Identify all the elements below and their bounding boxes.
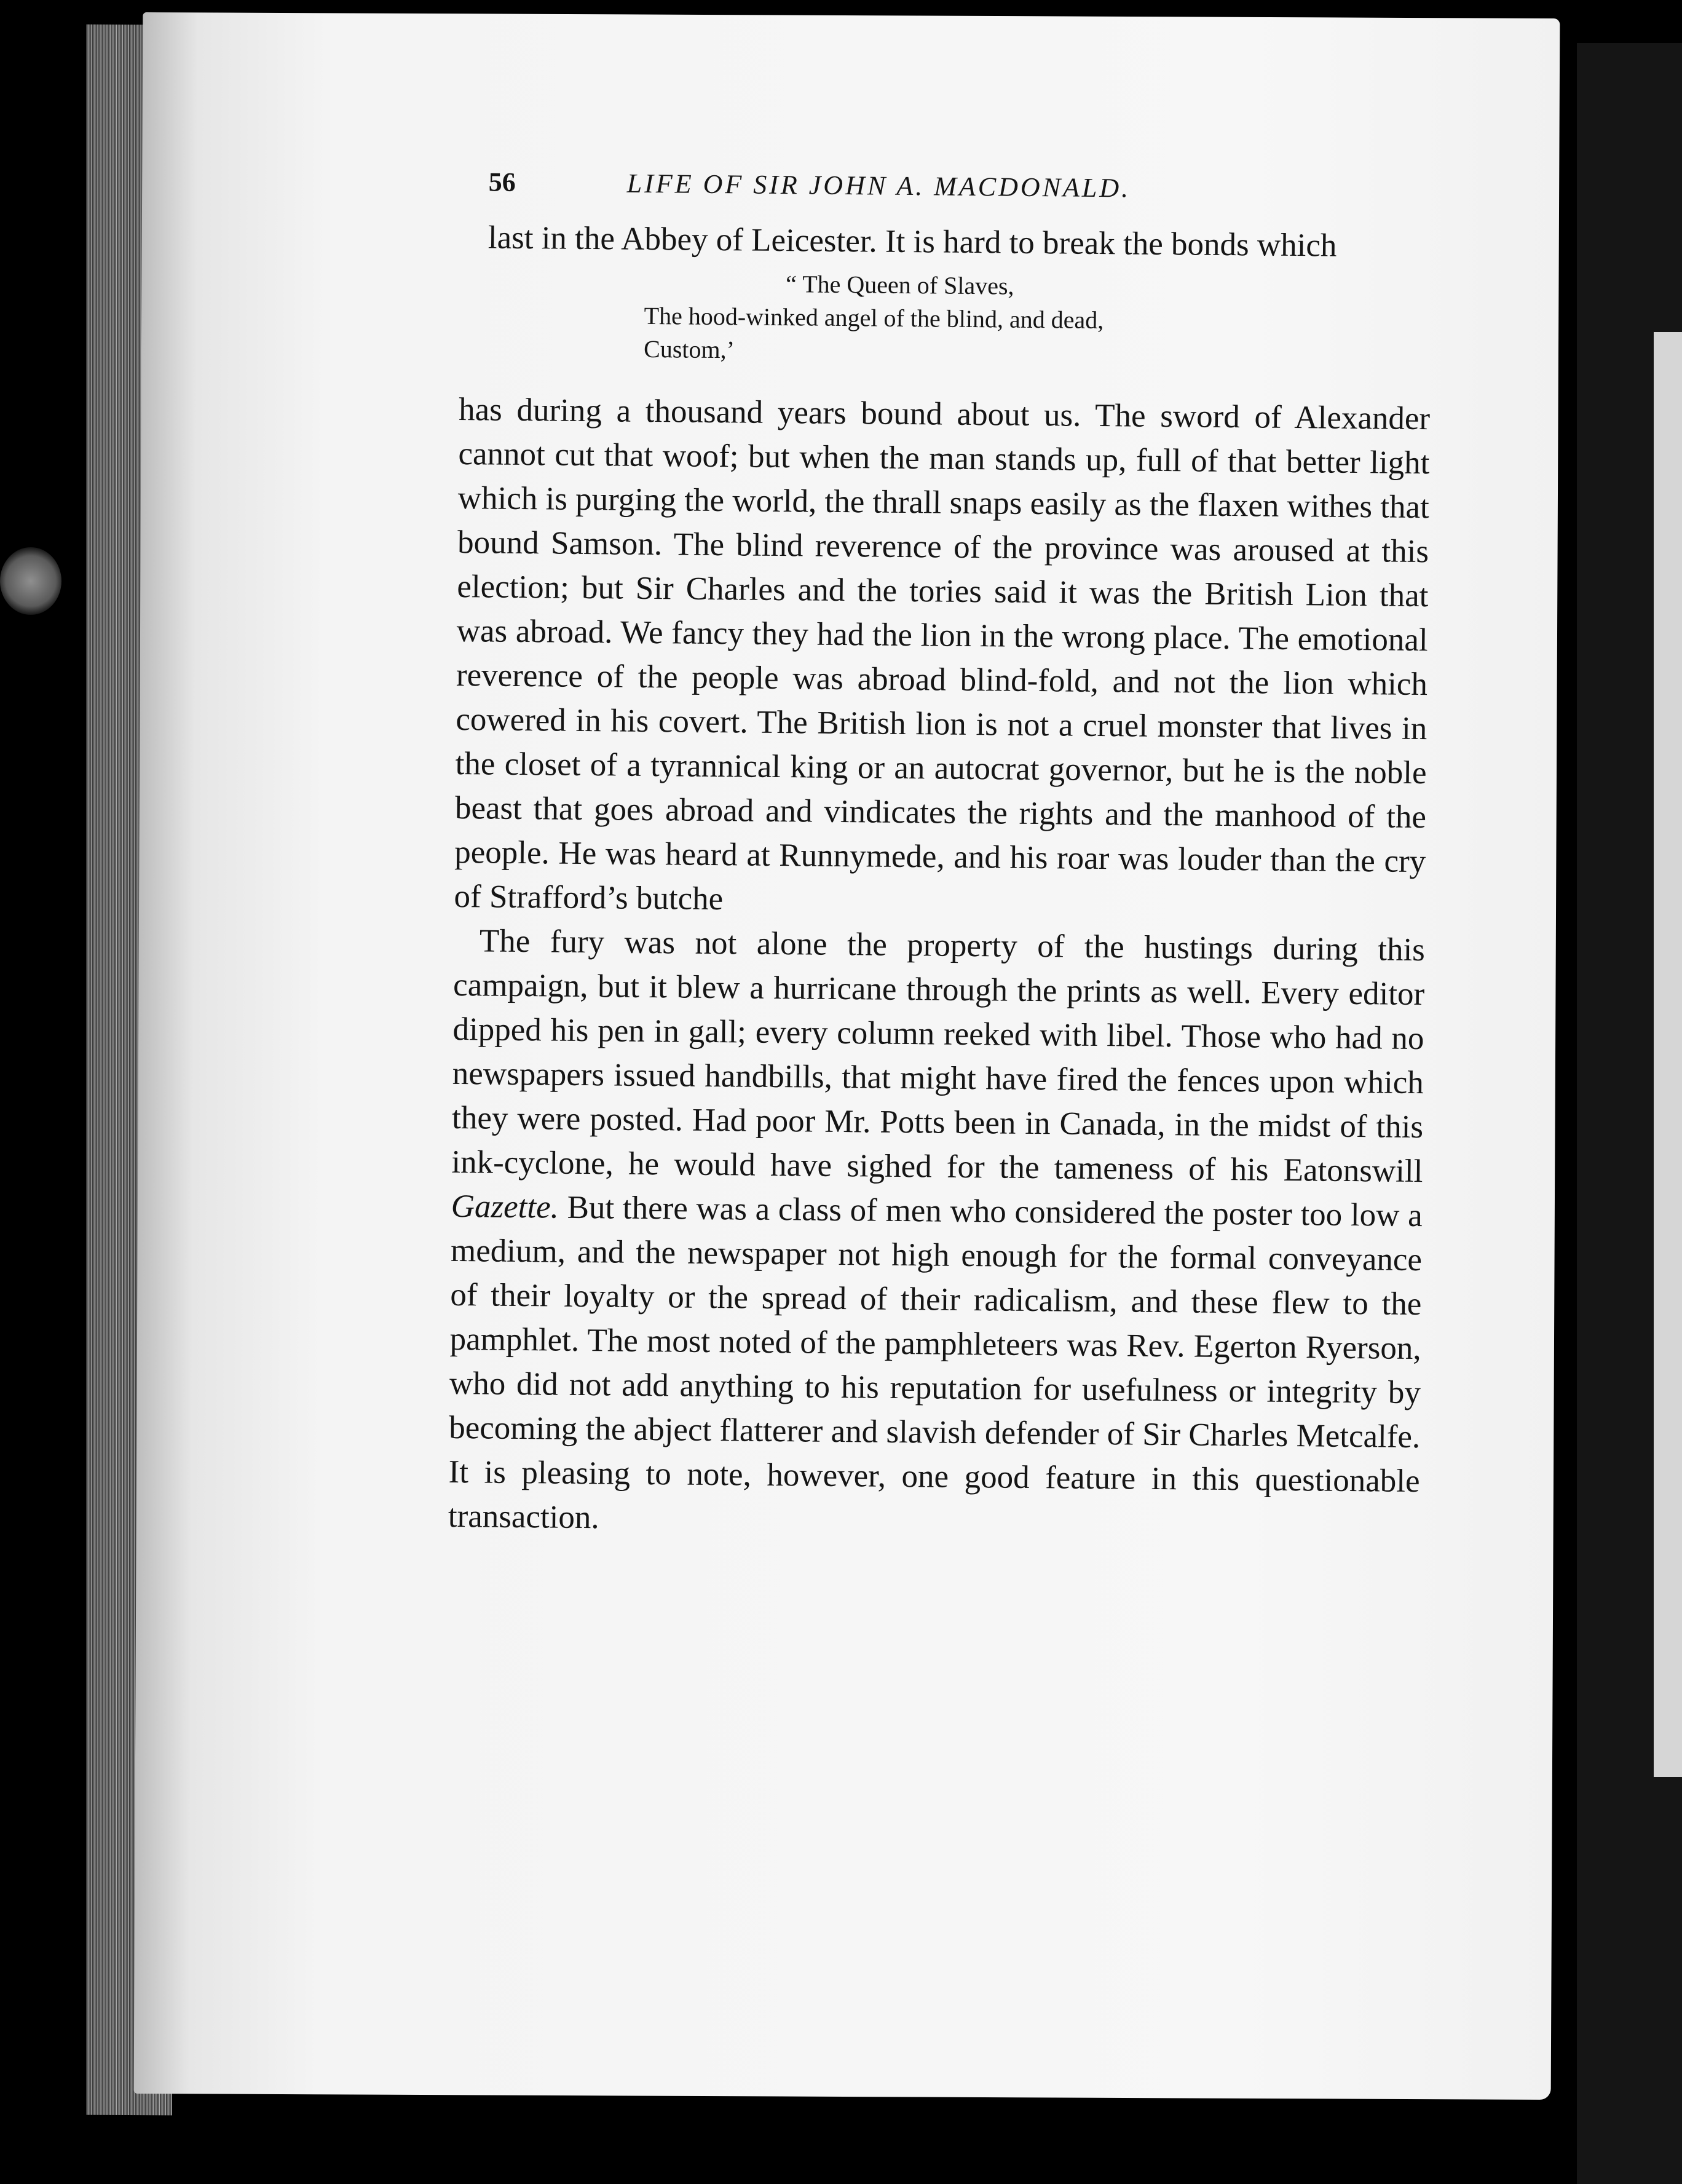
page-number: 56 — [488, 167, 516, 197]
opening-paragraph: last in the Abbey of Leicester. It is hard to break the bonds which — [488, 220, 1337, 264]
scan-artifact — [0, 547, 61, 615]
paragraph-text: But there was a class of men who considered the poster too low a medium, and the newspaper not high enough for the formal conveyance of their loyalty or the spread of their radicalism, and these flew to the pamphlet. The most noted of the pamphleteers was Rev. Egerton Ryerson, who did not add anything to his reputation for usefulness or integrity by becoming the abject flatterer and slavish defender of Sir Charles Metcalfe. It is pleasing to note, however, one good feature in this questionable transaction. — [448, 1189, 1423, 1536]
running-header — [460, 166, 1432, 224]
running-title: LIFE OF SIR JOHN A. MACDONALD. — [626, 168, 1131, 204]
verse-quotation — [644, 266, 1431, 373]
paragraph-text: The fury was not alone the property of the hustings during this campaign, but it blew a hurricane through the prints as well. Every editor dipped his pen in gall; every column reeked with libel. Those who had no newspapers issued handbills, that might have fired the fences upon which they were posted. Had poor Mr. Potts been in Canada, in the midst of this ink-cyclone, he would have sighed for the tameness of his Eatonswill — [451, 923, 1426, 1190]
quote-line: Custom,’ — [643, 334, 735, 364]
italic-title: Gazette. — [451, 1188, 559, 1225]
quote-line: The hood-winked angel of the blind, and dead, — [644, 301, 1104, 334]
body-paragraph: has during a thousand years bound about us. The sword of Alexander cannot cut that woof; but when the man stands up, full of that better light which is purging the world, the thrall snaps easily as the flaxen withes that bound Samson. The blind reverence of the province was aroused at this election; but Sir Charles and the tories said it was the British Lion that was abroad. We fancy they had the lion in the wrong place. The emotional reverence of the people was abroad blind-fold, and not the lion which cowered in his covert. The British lion is not a cruel monster that lives in the closet of a tyrannical king or an autocrat governor, but he is the noble beast that goes abroad and vindicates the rights and the manhood of the people. He was heard at Runnymede, and his roar was louder than the cry of Strafford’s butche — [454, 391, 1431, 917]
facing-page-edge — [1654, 332, 1682, 1777]
body-paragraph — [448, 919, 1426, 1548]
quote-line: “ The Queen of Slaves, — [785, 270, 1014, 300]
page-content — [448, 166, 1432, 1548]
